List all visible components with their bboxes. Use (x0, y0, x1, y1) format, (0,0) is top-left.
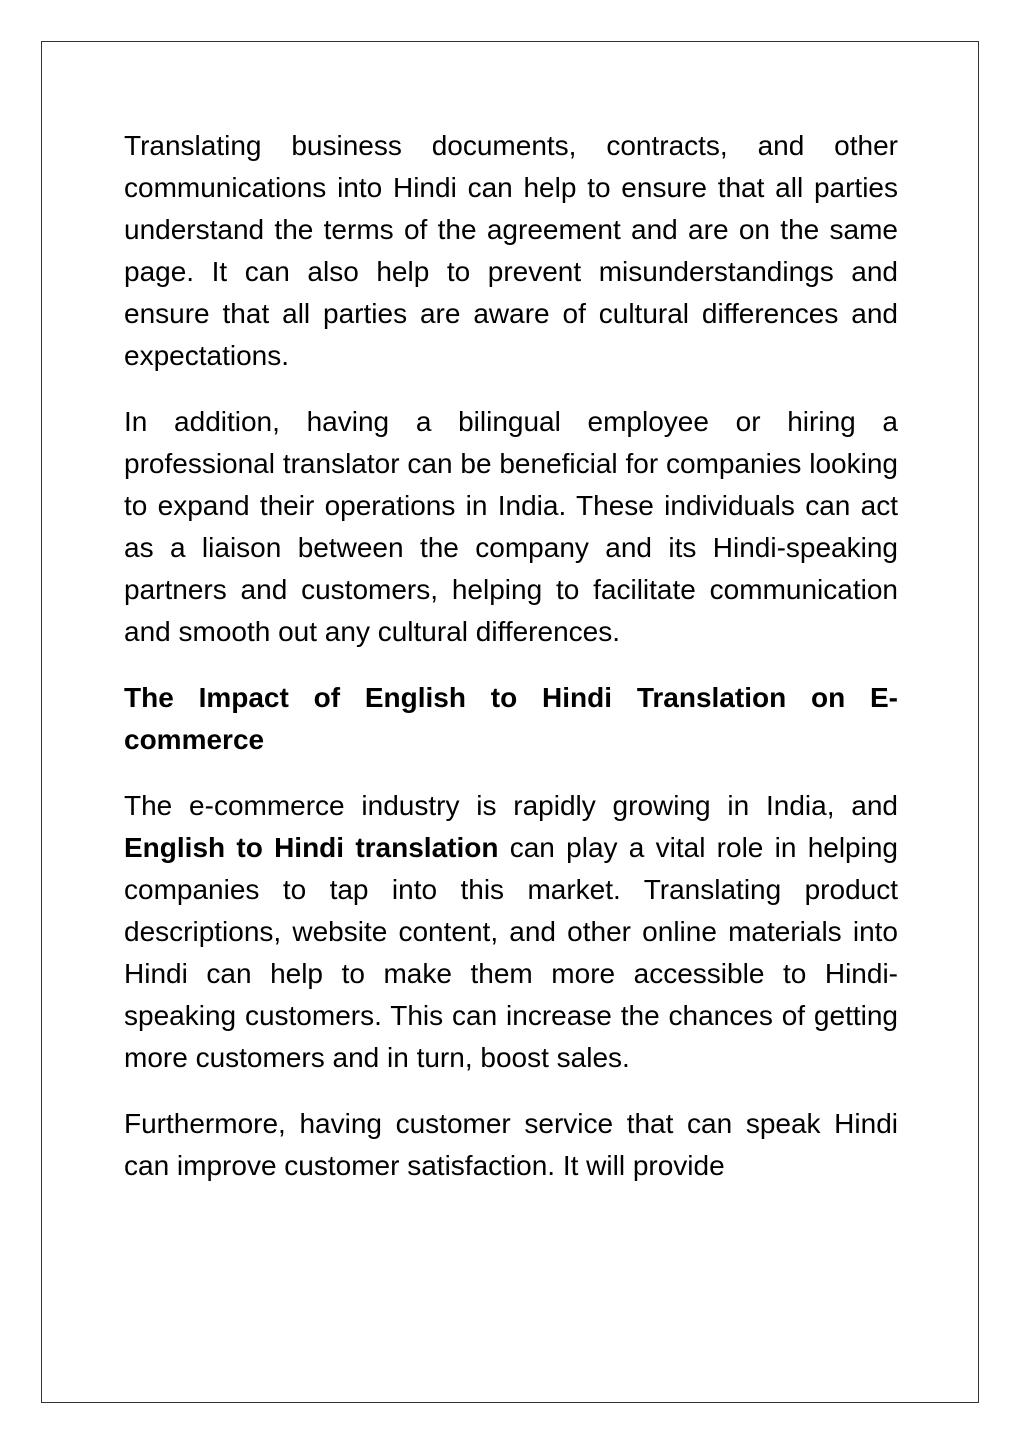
keyword-english-to-hindi-translation: English to Hindi translation (124, 832, 499, 863)
paragraph-bilingual-employee: In addition, having a bilingual employee or hiring a professional translator can be beneficial for companies looking to expand their operations in India. These individuals can act as a liaison between the company and its Hindi-speaking partners and customers, helping to facilitate communication and smooth out any cultural differences. (124, 406, 898, 647)
paragraph-customer-service: Furthermore, having customer service that can speak Hindi can improve customer satisfaction. It will provide (124, 1108, 898, 1181)
section-heading: The Impact of English to Hindi Translation on E-commerce (124, 682, 898, 755)
document-body (124, 125, 898, 1211)
paragraph-ecommerce-text-start: The e-commerce industry is rapidly growing in India, and (124, 790, 898, 821)
paragraph-translating-documents: Translating business documents, contracts, and other communications into Hindi can help to ensure that all parties understand the terms of the agreement and are on the same page. It can also help to prevent misunderstandings and ensure that all parties are aware of cultural differences and expectations. (124, 130, 898, 371)
paragraph-ecommerce-text-end: can play a vital role in helping companies to tap into this market. Translating product descriptions, website content, and other online materials into Hindi can help to make them more accessible to Hindi-speaking customers. This can increase the chances of getting more customers and in turn, boost sales. (124, 832, 898, 1073)
paragraph-ecommerce (124, 785, 898, 1079)
